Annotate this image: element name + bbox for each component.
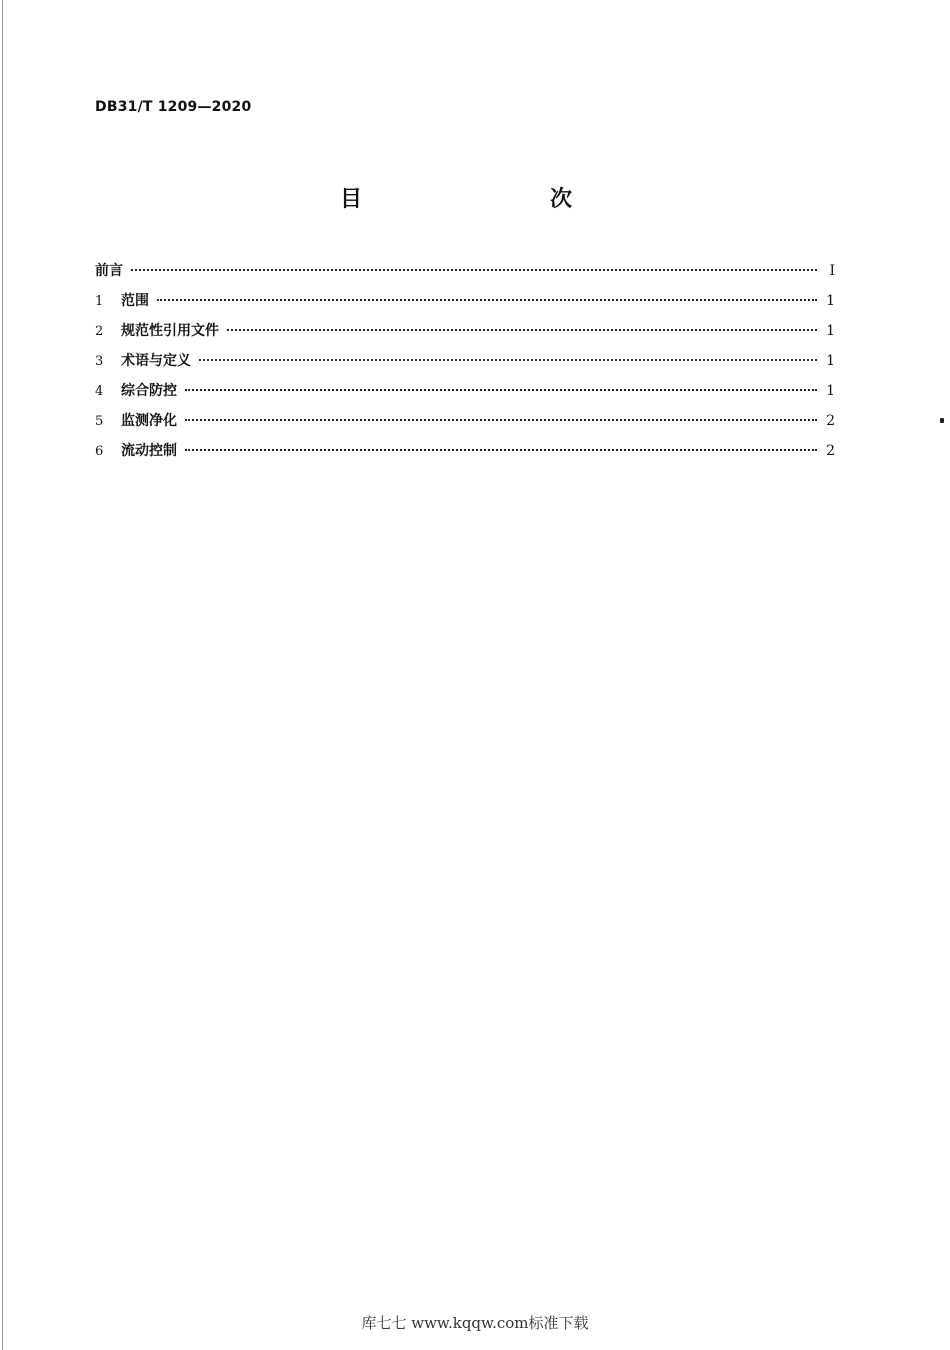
toc-entry-label: 规范性引用文件 <box>121 323 219 339</box>
toc-entry-number: 1 <box>95 294 104 309</box>
toc-entry-page: 1 <box>826 323 835 339</box>
toc-entry-scope[interactable] <box>95 290 835 320</box>
toc-entry-number: 2 <box>95 324 104 339</box>
toc-leader-dots <box>157 299 817 301</box>
toc-entry-page: 2 <box>826 413 835 429</box>
toc-entry-integrated-control[interactable] <box>95 380 835 410</box>
toc-entry-number: 3 <box>95 354 104 369</box>
page-title: 目 次 <box>339 187 620 212</box>
toc-entry-label: 综合防控 <box>121 383 177 399</box>
toc-leader-dots <box>185 419 817 421</box>
table-of-contents <box>95 260 835 470</box>
toc-entry-terms-definitions[interactable] <box>95 350 835 380</box>
toc-entry-monitoring-purification[interactable] <box>95 410 835 440</box>
toc-entry-page: 1 <box>826 353 835 369</box>
toc-leader-dots <box>199 359 817 361</box>
toc-leader-dots <box>227 329 817 331</box>
toc-entry-label: 范围 <box>121 293 149 309</box>
toc-entry-label: 流动控制 <box>121 443 177 459</box>
toc-entry-label: 术语与定义 <box>121 353 191 369</box>
footer-watermark-text: 库七七 www.kqqw.com标准下载 <box>361 1314 589 1332</box>
toc-leader-dots <box>185 449 817 451</box>
toc-entry-label: 监测净化 <box>121 413 177 429</box>
toc-entry-number: 5 <box>95 414 104 429</box>
scan-speck <box>940 418 944 423</box>
toc-entry-number: 6 <box>95 444 104 459</box>
toc-leader-dots <box>131 269 817 271</box>
toc-entry-number: 4 <box>95 384 104 399</box>
toc-entry-page: 2 <box>826 443 835 459</box>
toc-leader-dots <box>185 389 817 391</box>
toc-entry-page: 1 <box>826 293 835 309</box>
toc-entry-foreword[interactable] <box>95 260 835 290</box>
toc-entry-page: 1 <box>826 383 835 399</box>
toc-entry-normative-references[interactable] <box>95 320 835 350</box>
toc-entry-label: 前言 <box>95 263 123 279</box>
standard-code: DB31/T 1209—2020 <box>95 99 252 115</box>
toc-entry-movement-control[interactable] <box>95 440 835 470</box>
toc-entry-page: Ⅰ <box>829 263 835 279</box>
